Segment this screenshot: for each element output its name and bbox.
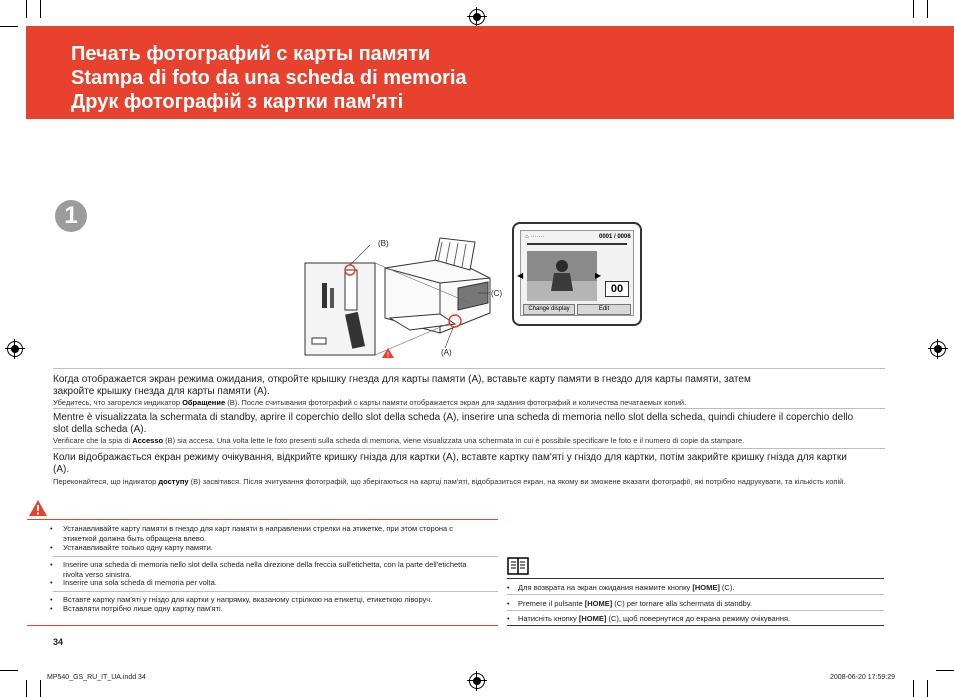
instruction-it-note: Verificare che la spia di Accesso (B) sia accesa. Una volta lette le foto presenti sulla scheda di memoria, viene visualizzata una schermata in cui è possibile specificare le foto e il numero di copie da stampare. [53, 436, 745, 445]
file-slug: MP540_GS_RU_IT_UA.indd 34 [47, 674, 146, 681]
change-display-button: Change display [523, 304, 575, 315]
instruction-ru-note: Убедитесь, что загорелся индикатор Обращение (B). После считывания фотографий с карты памяти отображается экран для задания фотографий и количества печатаемых копий. [53, 398, 687, 407]
crop-mark [40, 680, 41, 697]
crop-mark [26, 680, 27, 697]
page-number: 34 [53, 637, 64, 647]
divider [53, 556, 498, 557]
registration-mark-icon [7, 341, 23, 357]
divider [53, 408, 885, 409]
lcd-screen [512, 222, 642, 326]
instruction-it: Mentre è visualizzata la schermata di standby, aprire il coperchio dello slot della scheda (A), inserire una scheda di memoria nello slot della scheda, quindi chiudere il coperchio dello slot della scheda (A). [53, 412, 854, 435]
instruction-ru: Когда отображается экран режима ожидания, откройте крышку гнезда для карты памяти (A), вставьте карту памяти в гнездо для карты памяти, затем закройте крышку гнезда для карты памяти (A). [53, 374, 751, 397]
title-it: Stampa di foto da una scheda di memoria [71, 67, 467, 89]
title-ua: Друк фотографій з картки пам'яті [71, 91, 404, 113]
right-arrow-icon: ▶ [595, 271, 602, 280]
crop-mark [0, 670, 18, 671]
memory-card-icon: ⌂ ······· [525, 234, 545, 240]
title-banner [26, 26, 954, 119]
instruction-ua: Коли відображається екран режиму очікування, відкрийте кришку гнізда для картки (A), вставте картку пам'яті у гніздо для картки, потім закрийте кришку гнізда для картки (A). [53, 452, 847, 475]
divider [507, 594, 884, 595]
caution-ru-2: • Устанавливайте только одну карту памяти. [63, 543, 463, 553]
label-c: (C) [491, 289, 503, 298]
left-arrow-icon: ◀ [517, 271, 524, 280]
note-ua: • Натисніть кнопку [HOME] (C), щоб повернутися до екрана режиму очікування. [518, 614, 790, 624]
registration-mark-icon [469, 9, 485, 25]
svg-text:!: ! [387, 352, 389, 359]
title-ru: Печать фотографий с карты памяти [71, 43, 431, 65]
crop-mark [936, 670, 954, 671]
crop-mark [40, 0, 41, 18]
caution-ua-2: • Вставляти потрібно лише одну картку пам'яті. [63, 604, 493, 614]
caution-ua-1: • Вставте картку пам'яті у гніздо для картки у напрямку, вказаному стрілкою на етикетці, етикеткою ліворуч. [63, 595, 493, 605]
crop-mark [26, 0, 27, 18]
caution-ru-1: • Устанавливайте карту памяти в гнездо для карт памяти в направлении стрелки на этикетке, при этом сторона с этикеткой должна быть обращена влево. [63, 524, 463, 543]
label-b: (B) [378, 239, 389, 248]
printer-illustration [290, 228, 503, 363]
registration-mark-icon [469, 673, 485, 689]
edit-button: Edit [577, 304, 631, 315]
note-bar [507, 578, 884, 579]
divider [53, 448, 885, 449]
crop-mark [927, 680, 928, 697]
note-ru: • Для возврата на экран ожидания нажмите кнопку [HOME] (C). [518, 583, 734, 593]
photo-counter: 0001 / 0006 [599, 234, 631, 240]
copies-value: 00 [605, 281, 629, 297]
step-number-badge: 1 [55, 200, 87, 232]
note-book-icon [507, 557, 529, 575]
divider [507, 610, 884, 611]
divider [53, 591, 498, 592]
date-slug: 2008-06-20 17:59:29 [830, 674, 895, 681]
caution-it-2: • Inserire una sola scheda di memoria per volta. [63, 578, 483, 588]
label-a: (A) [441, 348, 452, 357]
note-end-bar [507, 625, 884, 626]
crop-mark [0, 26, 18, 27]
crop-mark [913, 680, 914, 697]
instruction-ua-note: Переконайтеся, що індикатор доступу (B) засвітився. Після зчитування фотографій, що зберігаються на картці пам'яті, відобразиться екран, на якому ви зможене вказати фотографії, які потрібно надрукувати, та кількість копій. [53, 477, 846, 486]
caution-it-1: • Inserire una scheda di memoria nello slot della scheda nella direzione della freccia sull'etichetta, con la parte dell'etichetta rivolta verso sinistra. [63, 560, 483, 579]
crop-mark [913, 0, 914, 18]
caution-end-bar [27, 625, 498, 626]
crop-mark [927, 0, 928, 18]
caution-icon [28, 499, 48, 517]
photo-preview [527, 251, 597, 301]
note-it: • Premere il pulsante [HOME] (C) per tornare alla schermata di standby. [518, 599, 752, 609]
registration-mark-icon [930, 341, 946, 357]
divider [53, 368, 885, 369]
caution-bar [27, 519, 498, 520]
